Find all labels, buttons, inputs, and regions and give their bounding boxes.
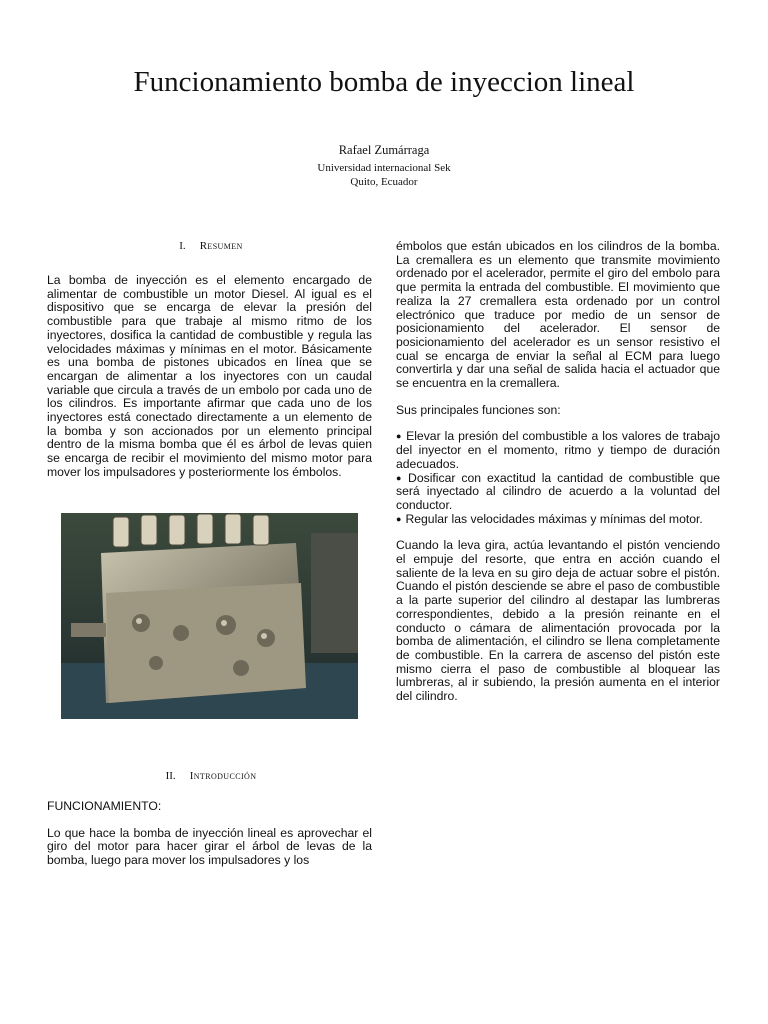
function-text: Regular las velocidades máximas y mínimas del motor. [405,511,703,526]
right-column [396,240,720,704]
functions-intro: Sus principales funciones son: [396,402,561,417]
list-item [396,430,720,471]
affiliation-institution: Universidad internacional Sek [317,162,451,174]
bullet-icon: ● [396,472,405,483]
section-title: Introducción [189,770,257,782]
section-number: II. [165,770,176,782]
affiliation-location: Quito, Ecuador [350,176,418,188]
function-text: Elevar la presión del combustible a los valores de trabajo del inyector en el momento, ritmo y tiempo de duración adecuados. [396,429,720,471]
author-affiliation [0,161,768,189]
functions-list [396,430,720,526]
bullet-icon: ● [396,513,402,524]
list-item [396,513,720,527]
section-heading-resumen [47,240,375,252]
author-name: Rafael Zumárraga [338,143,430,157]
section-number: I. [179,240,186,252]
photo-injection-pump-icon [61,513,358,719]
resumen-paragraph: La bomba de inyección es el elemento encargado de alimentar de combustible un motor Diesel. Al igual es el dispositivo que se encarga de elevar la presión del combustible para que trabaje al mismo ritmo de los inyectores, dosifica la cantidad de combustible y regula las velocidades máximas y mínimas en el motor. Básicamente es una bomba de pistones ubicados en línea que se encargan de alimentar a los inyectores con un caudal variable que circula a través de un embolo por cada uno de los cilindros. Es importante afirmar que cada uno de los inyectores está conectado directamente a un elemento de la bomba y son accionados por un elemento principal dentro de la misma bomba que él es árbol de levas quien se encarga de recibir el movimiento del mismo motor para mover los impulsadores y posteriormente los émbolos. [47,273,372,479]
funcionamiento-label: FUNCIONAMIENTO: [47,799,162,813]
section-heading-introduccion [47,770,375,782]
list-item [396,472,720,513]
intro-paragraph: Lo que hace la bomba de inyección lineal es aprovechar el giro del motor para hacer girar el árbol de levas de la bomba, luego para mover los impulsadores y los [47,825,372,868]
section-title: Resumen [199,240,243,252]
right-paragraph-1: émbolos que están ubicados en los cilindros de la bomba. La cremallera es un elemento que transmite movimiento ordenado por el acelerador, permite el giro del embolo para que permita la entrada del combustible. El movimiento que realiza la 27 cremallera esta ordenado por un control electrónico que traduce por medio de un sensor de posicionamiento del acelerador. El sensor de posicionamiento del acelerador es un sensor resistivo el cual se encarga de enviar la señal al ECM para luego convertirla y dar una señal de salida hacia el actuador que se encuentra en la cremallera. [396,239,720,391]
left-column-resumen [47,274,372,480]
left-column-introduccion [47,800,372,868]
bullet-icon: ● [396,431,403,442]
function-text: Dosificar con exactitud la cantidad de combustible que será inyectado al cilindro de acuerdo a la voluntad del conductor. [396,470,721,512]
right-paragraph-2: Cuando la leva gira, actúa levantando el pistón venciendo el empuje del resorte, que entra en acción cuando el saliente de la leva en su giro deja de actuar sobre el pistón. Cuando el pistón desciende se abre el paso de combustible a la parte superior del cilindro al destapar las lumbreras correspondientes, debido a la presión reinante en el conducto o cámara de alimentación provocada por la bomba de alimentación, el cilindro se llena completamente de combustible. En la carrera de ascenso del pistón este mismo cierra el paso de combustible al bloquear las lumbreras, al ir subiendo, la presión aumenta en el interior del cilindro. [396,538,720,704]
paper-title: Funcionamiento bomba de inyeccion lineal [133,66,635,98]
injection-pump-photo [61,513,358,719]
